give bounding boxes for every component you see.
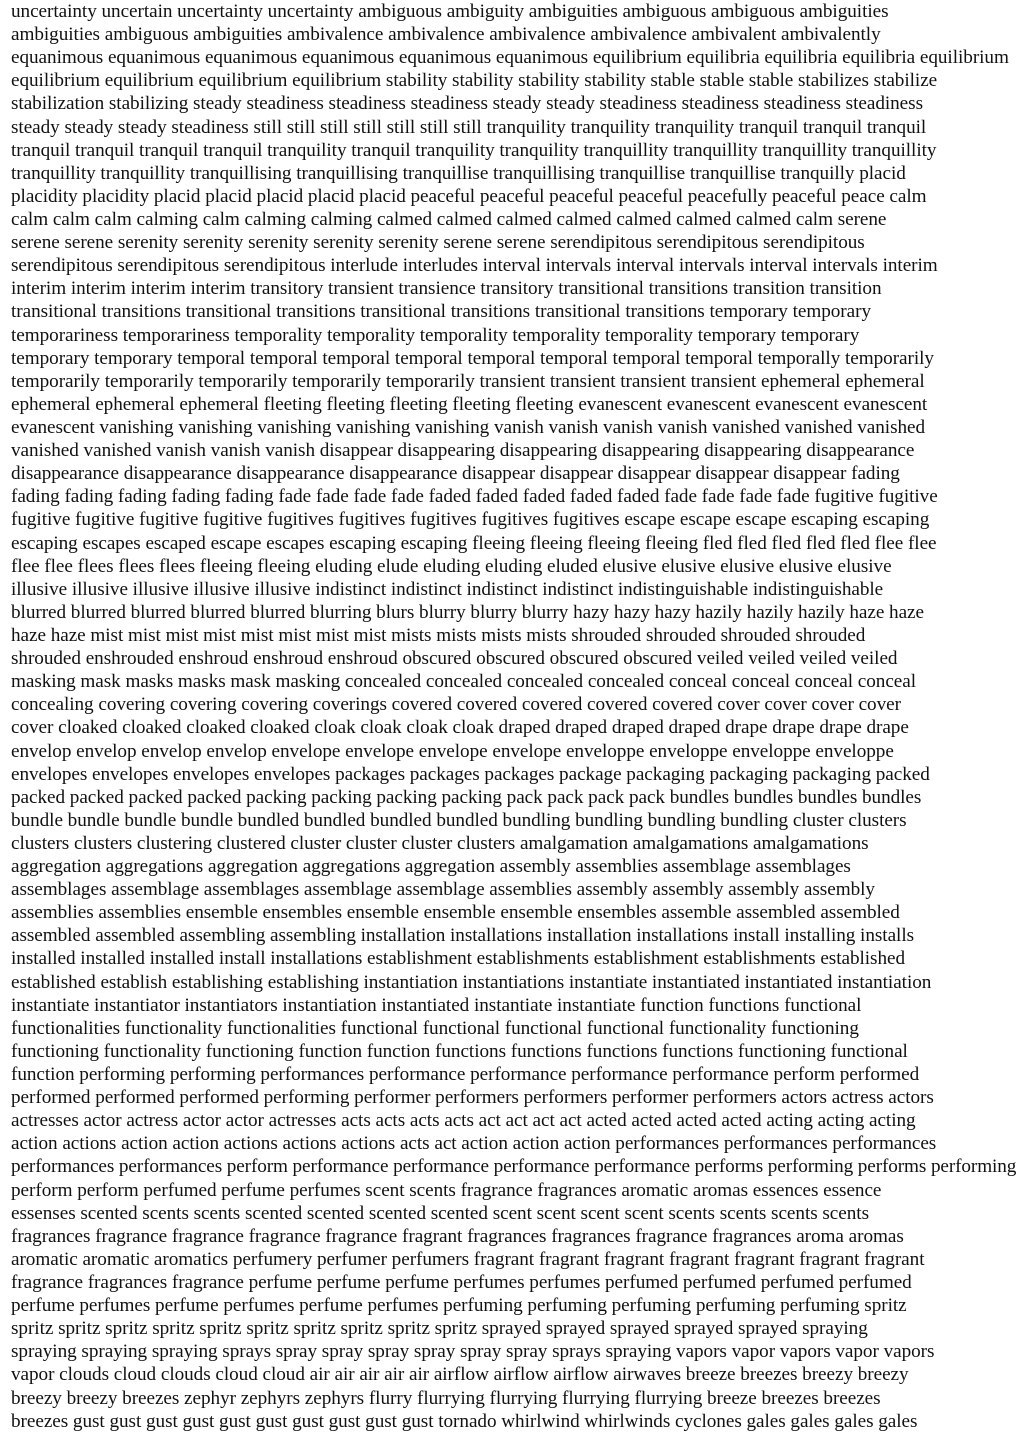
text-line: envelopes envelopes envelopes envelopes packages packages packages package packaging packaging packaging packed <box>11 763 930 785</box>
text-line: perform perform perfumed perfume perfumes scent scents fragrance fragrances aromatic aromas essences essence <box>11 1179 882 1201</box>
text-line: envelop envelop envelop envelop envelope envelope envelope envelope enveloppe enveloppe enveloppe enveloppe <box>11 740 894 762</box>
text-line: action actions action action actions actions actions acts act action action action performances performances performances <box>11 1133 937 1155</box>
text-line: masking mask masks masks mask masking concealed concealed concealed concealed conceal conceal conceal conceal <box>11 671 917 693</box>
text-line: transitional transitions transitional transitions transitional transitions transitional transitions temporary temporary <box>11 301 871 323</box>
text-line: fading fading fading fading fading fade fade fade fade faded faded faded faded faded fade fade fade fade fugitive fugitive <box>11 486 938 508</box>
text-line: breezy breezy breezes zephyr zephyrs zephyrs flurry flurrying flurrying flurrying flurrying breeze breezes breezes <box>11 1387 881 1409</box>
text-line: concealing covering covering covering coverings covered covered covered covered covered cover cover cover cover <box>11 694 901 716</box>
text-line: shrouded enshrouded enshroud enshroud enshroud obscured obscured obscured obscured veiled veiled veiled veiled <box>11 648 898 670</box>
text-line: serene serene serenity serenity serenity serenity serenity serene serene serendipitous serendipitous serendipitous <box>11 232 865 254</box>
text-line: aromatic aromatic aromatics perfumery perfumer perfumers fragrant fragrant fragrant fragrant fragrant fragrant fragrant <box>11 1248 925 1270</box>
text-line: temporarily temporarily temporarily temporarily temporarily transient transient transient transient ephemeral ephemeral <box>11 370 925 392</box>
text-line: temporariness temporariness temporality temporality temporality temporality temporality temporary temporary <box>11 324 860 346</box>
text-line: spraying spraying spraying sprays spray spray spray spray spray spray sprays spraying vapors vapor vapors vapor vapors <box>11 1341 935 1363</box>
text-line: functioning functionality functioning function function functions functions functions functions functioning functional <box>11 1040 908 1062</box>
text-line: tranquillity tranquillity tranquillising tranquillising tranquillise tranquillising tranquillise tranquillise tranquilly placid <box>11 162 906 184</box>
text-line: tranquil tranquil tranquil tranquil tranquility tranquil tranquility tranquility tranquillity tranquillity tranquillity tranquillity <box>11 139 937 161</box>
text-line: performed performed performed performing performer performers performers performer performers actors actress actors <box>11 1087 934 1109</box>
text-line: ambiguities ambiguous ambiguities ambivalence ambivalence ambivalence ambivalence ambivalent ambivalently <box>11 24 881 46</box>
text-line: interim interim interim interim transitory transient transience transitory transitional transitions transition transition <box>11 278 882 300</box>
text-line: assemblages assemblage assemblages assemblage assemblage assemblies assembly assembly assembly assembly <box>11 879 875 901</box>
text-line: disappearance disappearance disappearance disappearance disappear disappear disappear disappear disappear fading <box>11 463 900 485</box>
text-line: aggregation aggregations aggregation aggregations aggregation assembly assemblies assemblage assemblages <box>11 856 851 878</box>
text-line: performances performances perform performance performance performance performance performs performing performs performing <box>11 1156 1017 1178</box>
text-line: established establish establishing establishing instantiation instantiations instantiate instantiated instantiated instantiation <box>11 971 932 993</box>
text-line: equilibrium equilibrium equilibrium equilibrium stability stability stability stability stable stable stable stabilizes stabilize <box>11 70 938 92</box>
text-line: essenses scented scents scents scented scented scented scented scent scent scent scent scents scents scents scents <box>11 1202 869 1224</box>
text-line: temporary temporary temporal temporal temporal temporal temporal temporal temporal temporal temporally temporarily <box>11 347 934 369</box>
text-line: breezes gust gust gust gust gust gust gust gust gust gust tornado whirlwind whirlwinds cyclones gales gales gales gales <box>11 1410 918 1432</box>
text-line: perfume perfumes perfume perfumes perfume perfumes perfuming perfuming perfuming perfuming perfuming spritz <box>11 1295 907 1317</box>
text-line: blurred blurred blurred blurred blurred blurring blurs blurry blurry blurry hazy hazy hazy hazily hazily hazily haze haze <box>11 601 924 623</box>
document-page <box>11 0 1017 1446</box>
text-line: evanescent vanishing vanishing vanishing vanishing vanishing vanish vanish vanish vanish vanished vanished vanished <box>11 416 926 438</box>
text-line: illusive illusive illusive illusive illusive indistinct indistinct indistinct indistinct indistinguishable indistinguishable <box>11 578 884 600</box>
text-line: fragrances fragrance fragrance fragrance fragrance fragrant fragrances fragrances fragrance fragrances aroma aromas <box>11 1225 904 1247</box>
text-line: haze haze mist mist mist mist mist mist mist mist mists mists mists mists shrouded shrouded shrouded shrouded <box>11 624 866 646</box>
text-line: serendipitous serendipitous serendipitous interlude interludes interval intervals interval intervals interval intervals interim <box>11 255 938 277</box>
text-line: assembled assembled assembling assembling installation installations installation installations install installing installs <box>11 925 915 947</box>
text-line: instantiate instantiator instantiators instantiation instantiated instantiate instantiate function functions functional <box>11 994 862 1016</box>
text-line: uncertainty uncertain uncertainty uncertainty ambiguous ambiguity ambiguities ambiguous ambiguous ambiguities <box>11 1 889 22</box>
text-line: functionalities functionality functionalities functional functional functional functional functionality functioning <box>11 1017 859 1039</box>
text-line: bundle bundle bundle bundle bundled bundled bundled bundled bundling bundling bundling bundling cluster clusters <box>11 809 907 831</box>
text-line: vanished vanished vanish vanish vanish disappear disappearing disappearing disappearing disappearing disappearance <box>11 440 915 462</box>
text-line: packed packed packed packed packing packing packing packing pack pack pack pack bundles bundles bundles bundles <box>11 786 922 808</box>
text-line: equanimous equanimous equanimous equanimous equanimous equanimous equilibrium equilibria equilibria equilibria equilibrium <box>11 47 1009 69</box>
text-line: actresses actor actress actor actor actresses acts acts acts acts act act act act acted acted acted acted acting acting acting <box>11 1110 916 1132</box>
text-line: function performing performing performances performance performance performance performance perform performed <box>11 1064 920 1086</box>
text-line: fugitive fugitive fugitive fugitive fugitives fugitives fugitives fugitives fugitives escape escape escape escaping escaping <box>11 509 930 531</box>
text-line: stabilization stabilizing steady steadiness steadiness steadiness steady steady steadiness steadiness steadiness steadiness <box>11 93 923 115</box>
text-line: installed installed installed install installations establishment establishments establishment establishments established <box>11 948 906 970</box>
document-text-body <box>11 0 1017 1433</box>
text-line: ephemeral ephemeral ephemeral fleeting fleeting fleeting fleeting fleeting evanescent evanescent evanescent evanescent <box>11 393 928 415</box>
text-line: cover cloaked cloaked cloaked cloaked cloak cloak cloak cloak draped draped draped draped drape drape drape drape <box>11 717 909 739</box>
text-line: fragrance fragrances fragrance perfume perfume perfume perfumes perfumes perfumed perfumed perfumed perfumed <box>11 1272 912 1294</box>
text-line: placidity placidity placid placid placid placid placid peaceful peaceful peaceful peaceful peacefully peaceful peace calm <box>11 185 927 207</box>
text-line: clusters clusters clustering clustered cluster cluster cluster clusters amalgamation amalgamations amalgamations <box>11 832 869 854</box>
text-line: assemblies assemblies ensemble ensembles ensemble ensemble ensemble ensembles assemble assembled assembled <box>11 902 900 924</box>
text-line: calm calm calm calming calm calming calming calmed calmed calmed calmed calmed calmed calmed calm serene <box>11 208 887 230</box>
text-line: flee flee flees flees flees fleeing fleeing eluding elude eluding eluding eluded elusive elusive elusive elusive elusive <box>11 555 892 577</box>
text-line: escaping escapes escaped escape escapes escaping escaping fleeing fleeing fleeing fleeing fled fled fled fled fled flee flee <box>11 532 937 554</box>
text-line: vapor clouds cloud clouds cloud cloud air air air air air airflow airflow airflow airwaves breeze breezes breezy breezy <box>11 1364 909 1386</box>
text-line: steady steady steady steadiness still still still still still still still tranquility tranquility tranquility tranquil tranquil tranquil <box>11 116 927 138</box>
text-line: spritz spritz spritz spritz spritz spritz spritz spritz spritz spritz sprayed sprayed sprayed sprayed sprayed spraying <box>11 1318 868 1340</box>
